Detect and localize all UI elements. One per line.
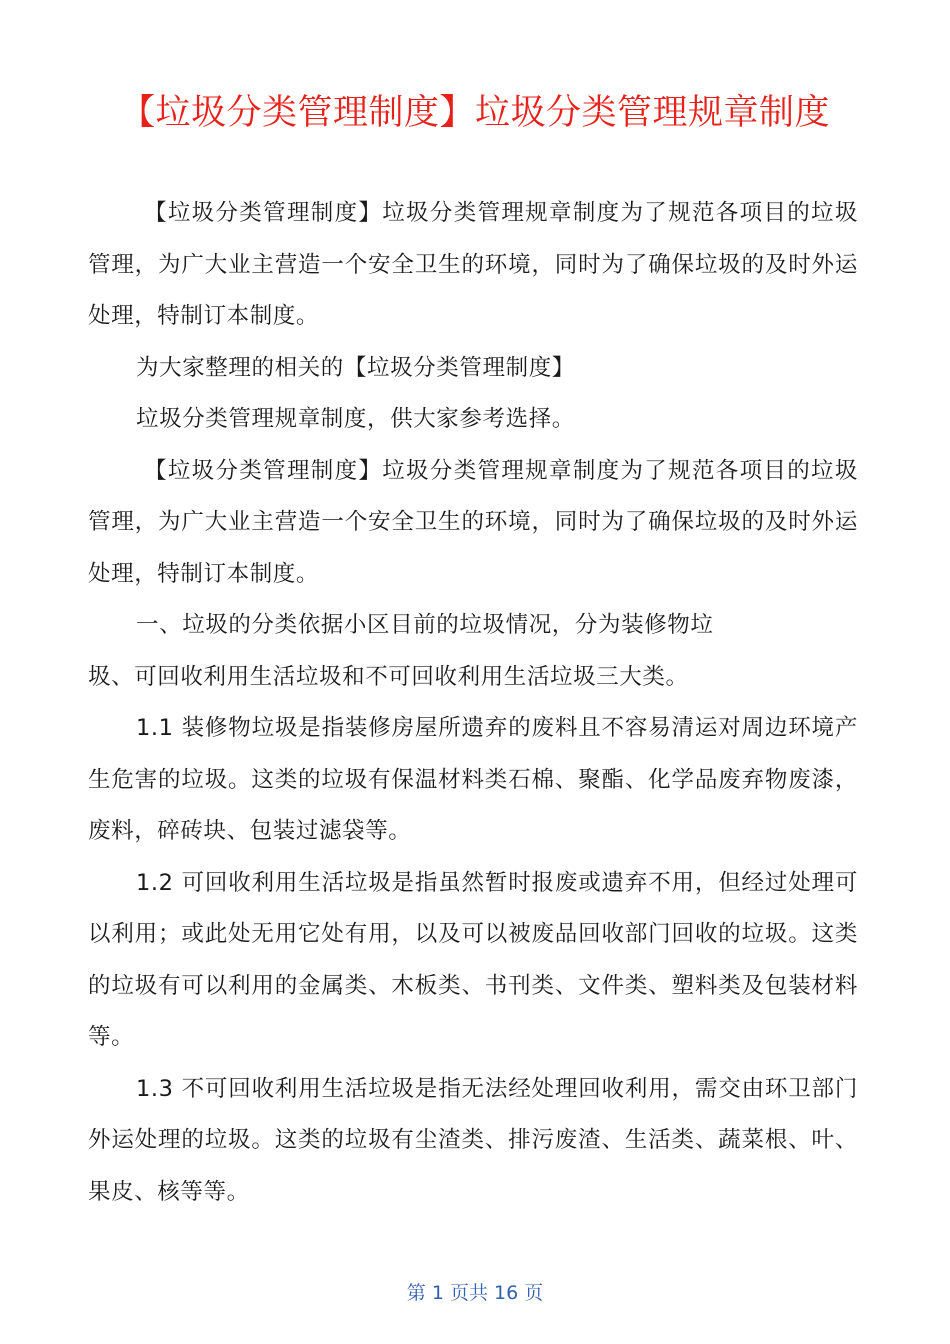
paragraph-section-one: 一、垃圾的分类依据小区目前的垃圾情况，分为装修物垃 [136, 612, 714, 638]
paragraph-reference: 垃圾分类管理规章制度，供大家参考选择。 [136, 406, 575, 432]
paragraph-intro: 【垃圾分类管理制度】垃圾分类管理规章制度为了规范各项目的垃圾管理，为广大业主营造一个安全卫生的环境，同时为了确保垃圾的及时外运处理，特制订本制度。 [88, 200, 858, 329]
paragraph-intro-repeat: 【垃圾分类管理制度】垃圾分类管理规章制度为了规范各项目的垃圾管理，为广大业主营造一个安全卫生的环境，同时为了确保垃圾的及时外运处理，特制订本制度。 [88, 457, 858, 587]
document-title: 【垃圾分类管理制度】垃圾分类管理规章制度 [119, 93, 830, 133]
paragraph-compiled: 为大家整理的相关的【垃圾分类管理制度】 [136, 354, 575, 381]
paragraph-item-1-1: 1.1 装修物垃圾是指装修房屋所遗弃的废料且不容易清运对周边环境产生危害的垃圾。这类的垃圾有保温材料类石棉、聚酯、化学品废弃物废漆，废料，碎砖块、包装过滤袋等。 [88, 715, 858, 844]
paragraph-item-1-3: 1.3 不可回收利用生活垃圾是指无法经处理回收利用，需交由环卫部门外运处理的垃圾。这类的垃圾有尘渣类、排污废渣、生活类、蔬菜根、叶、果皮、核等等。 [88, 1075, 858, 1205]
page-footer: 第 1 页共 16 页 [406, 1282, 544, 1304]
document-body [88, 188, 858, 1218]
paragraph-item-1-2: 1.2 可回收利用生活垃圾是指虽然暂时报废或遗弃不用，但经过处理可以利用；或此处无用它处有用，以及可以被废品回收部门回收的垃圾。这类的垃圾有可以利用的金属类、木板类、书刊类、文件类、塑料类及包装材料等。 [88, 869, 858, 1050]
paragraph-section-one-cont: 圾、可回收利用生活垃圾和不可回收利用生活垃圾三大类。 [88, 663, 689, 690]
